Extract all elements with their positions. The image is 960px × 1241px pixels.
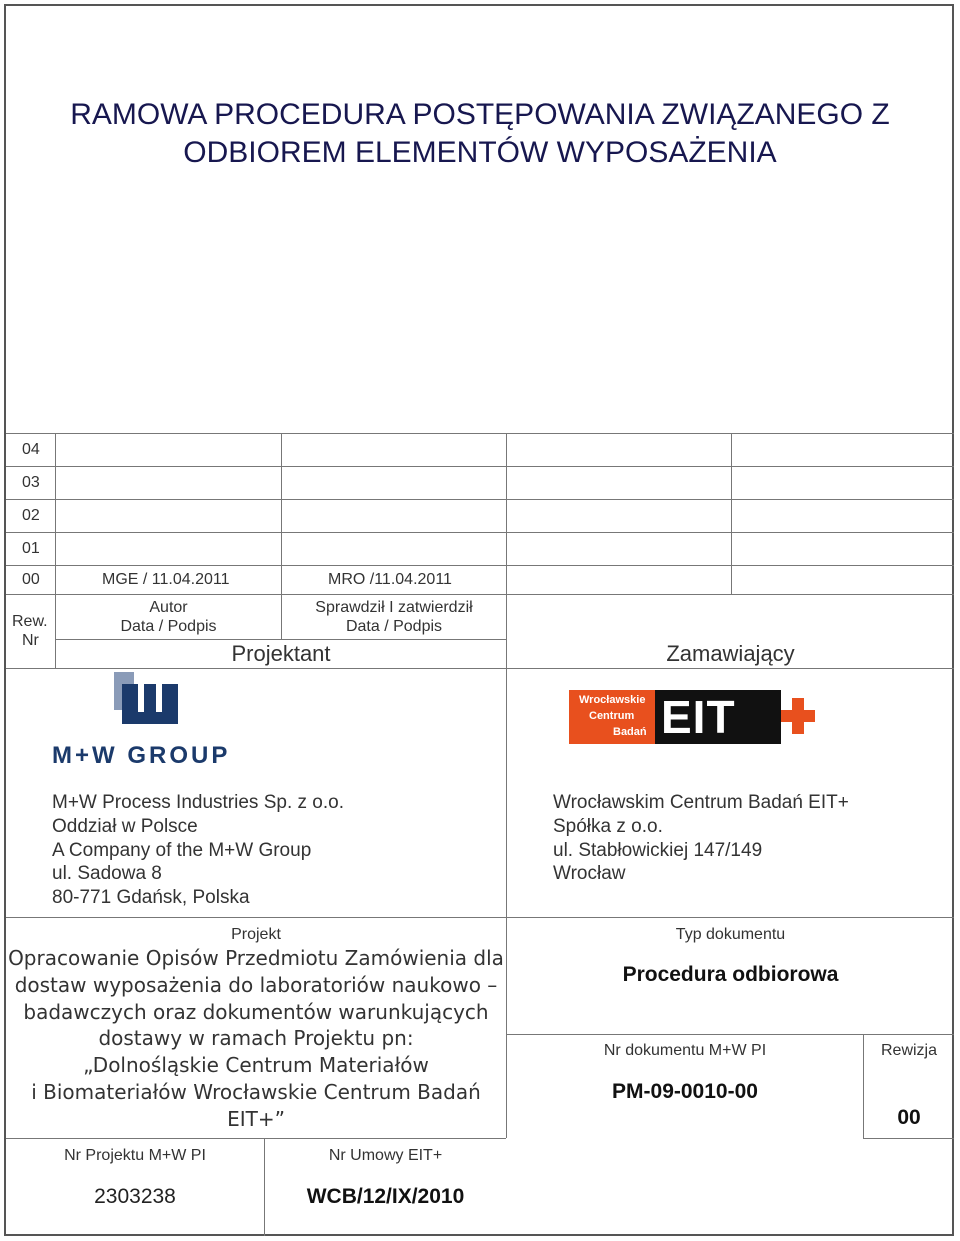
client-line-1: Wrocławskim Centrum Badań EIT+ <box>553 792 849 813</box>
client-line-4: Wrocław <box>553 863 626 884</box>
header-rew: Rew. <box>12 613 48 630</box>
header-sprawdzil-sub: Data / Podpis <box>345 618 443 635</box>
rewizja-label: Rewizja <box>880 1042 937 1059</box>
project-label: Projekt <box>231 926 281 943</box>
designer-line-3: A Company of the M+W Group <box>52 840 312 861</box>
nr-projektu-label: Nr Projektu M+W PI <box>64 1147 206 1164</box>
rev-sprawdzil-00: MRO /11.04.2011 <box>328 571 452 588</box>
mw-group-logo <box>52 672 252 772</box>
project-description: Opracowanie Opisów Przedmiotu Zamówienia dla dostaw wyposażenia do laboratoriów naukowo – badawczych oraz dokumentów warunkujących dostawy w ramach Projektu pn: „Dolnośląskie Centrum Materiałów i Biomateriałów Wrocławskie Centrum Badań EIT+” <box>8 946 504 1131</box>
rev-nr-04: 04 <box>22 441 40 458</box>
header-sprawdzil: Sprawdził I zatwierdził <box>315 599 473 616</box>
rev-autor-00: MGE / 11.04.2011 <box>102 571 230 588</box>
nr-umowy-value: WCB/12/IX/2010 <box>306 1185 465 1208</box>
nr-dokumentu-label: Nr dokumentu M+W PI <box>603 1042 767 1059</box>
eit-logo: Wrocławskie Centrum Badań EIT <box>569 690 819 746</box>
document-title-line1: RAMOWA PROCEDURA POSTĘPOWANIA ZWIĄZANEGO Z <box>70 98 890 131</box>
nr-dokumentu-value: PM-09-0010-00 <box>612 1080 758 1103</box>
mw-logo-text: M+W GROUP <box>52 742 231 769</box>
rewizja-value: 00 <box>897 1106 921 1129</box>
rev-nr-03: 03 <box>22 474 40 491</box>
designer-line-4: ul. Sadowa 8 <box>52 863 162 884</box>
client-line-3: ul. Stabłowickiej 147/149 <box>553 840 763 861</box>
document-title-line2: ODBIOREM ELEMENTÓW WYPOSAŻENIA <box>183 136 777 169</box>
header-autor-sub: Data / Podpis <box>120 618 217 635</box>
nr-umowy-label: Nr Umowy EIT+ <box>328 1147 443 1164</box>
client-line-2: Spółka z o.o. <box>553 816 663 837</box>
header-nr: Nr <box>22 632 39 649</box>
typ-dokumentu-label: Typ dokumentu <box>675 926 786 943</box>
rev-nr-02: 02 <box>22 507 40 524</box>
rev-nr-01: 01 <box>22 540 40 557</box>
rev-nr-00: 00 <box>22 571 40 588</box>
nr-projektu-value: 2303238 <box>94 1185 176 1208</box>
zamawiajacy-label: Zamawiający <box>666 641 795 666</box>
projektant-label: Projektant <box>231 641 331 666</box>
typ-dokumentu-value: Procedura odbiorowa <box>622 963 839 986</box>
header-autor: Autor <box>149 599 188 616</box>
designer-line-5: 80-771 Gdańsk, Polska <box>52 887 250 908</box>
eit-logo-text: EIT <box>661 691 736 743</box>
designer-line-2: Oddział w Polsce <box>52 816 198 837</box>
designer-line-1: M+W Process Industries Sp. z o.o. <box>52 792 344 813</box>
